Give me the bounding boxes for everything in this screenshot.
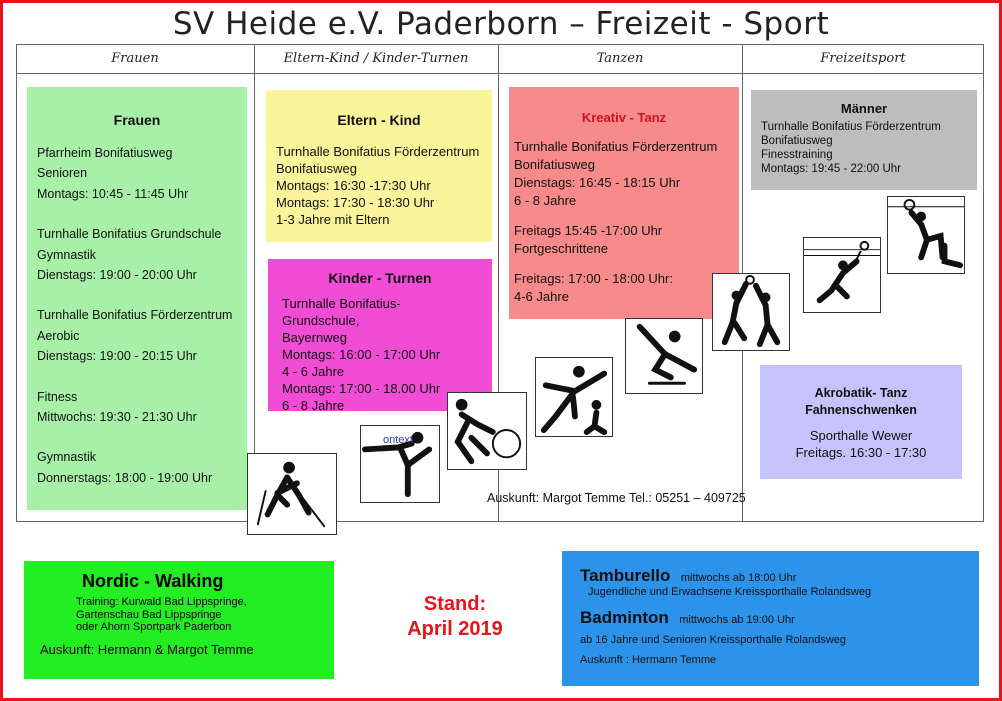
- kinder-line: Bayernweg: [282, 330, 348, 345]
- stand-value: April 2019: [407, 618, 503, 640]
- akrobatik-location: Sporthalle Wewer: [809, 428, 913, 443]
- eltern-kind-title: Eltern - Kind: [337, 112, 421, 128]
- eltern-line: Turnhalle Bonifatius Förderzentrum: [276, 144, 480, 159]
- gymnastics-icon: [625, 318, 703, 394]
- frauen-line: Aerobic: [37, 328, 80, 343]
- frauen-line: Turnhalle Bonifatius Grundschule: [37, 227, 222, 242]
- overlay-text: ontext: [383, 434, 413, 446]
- kreativ-line: Freitags 15:45 -17:00 Uhr: [514, 223, 663, 238]
- frauen-line: Mittwochs: 19:30 - 21:30 Uhr: [37, 410, 197, 425]
- kreativ-line: Freitags: 17:00 - 18:00 Uhr:: [514, 271, 673, 286]
- kinder-line: Turnhalle Bonifatius-Grundschule,: [282, 296, 401, 328]
- frauen-line: Donnerstags: 18:00 - 19:00 Uhr: [37, 470, 213, 485]
- kreativ-tanz-title: Kreativ - Tanz: [581, 110, 667, 125]
- nordic-line: Training: Kurwald Bad Lippspringe,: [76, 596, 247, 608]
- tamburello-title: Tamburello: [580, 566, 671, 585]
- maenner-box: [751, 90, 977, 190]
- frauen-box: [27, 87, 247, 510]
- maenner-line: Bonifatiusweg: [761, 135, 833, 147]
- header-eltern-kind: Eltern-Kind / Kinder-Turnen: [254, 44, 498, 74]
- header-freizeitsport: Freizeitsport: [742, 44, 984, 74]
- eltern-line: 1-3 Jahre mit Eltern: [276, 212, 390, 227]
- frauen-line: Gymnastik: [37, 247, 97, 262]
- dance-icon: [360, 425, 440, 503]
- eltern-line: Montags: 17:30 - 18:30 Uhr: [276, 195, 435, 210]
- frauen-line: Dienstags: 19:00 - 20:00 Uhr: [37, 268, 197, 283]
- eltern-kind-box: [266, 90, 492, 242]
- frauen-title: Frauen: [113, 112, 161, 128]
- nordic-line: oder Ahorn Sportpark Paderbon: [76, 621, 232, 633]
- nordic-auskunft: Auskunft: Hermann & Margot Temme: [40, 641, 254, 657]
- header-frauen: Frauen: [16, 44, 254, 74]
- kreativ-line: Fortgeschrittene: [514, 241, 608, 256]
- maenner-line: Finesstraining: [761, 149, 833, 161]
- frauen-line: Gymnastik: [37, 450, 97, 465]
- maenner-line: Montags: 19:45 - 22:00 Uhr: [761, 163, 901, 175]
- frauen-line: Fitness: [37, 389, 78, 404]
- frauen-line: Turnhalle Bonifatius Förderzentrum: [37, 308, 233, 323]
- nordic-walking-box: [24, 561, 334, 679]
- badminton-icon: [803, 237, 881, 313]
- tamburello-icon: [887, 196, 965, 274]
- kinder-line: 6 - 8 Jahre: [282, 398, 345, 413]
- page-title: SV Heide e.V. Paderborn – Freizeit - Sport: [172, 6, 830, 42]
- tamburello-time: mittwochs ab 18:00 Uhr: [680, 572, 797, 584]
- kreativ-line: 6 - 8 Jahre: [514, 193, 577, 208]
- maenner-line: Turnhalle Bonifatius Förderzentrum: [761, 121, 941, 133]
- frauen-line: Dienstags: 19:00 - 20:15 Uhr: [37, 349, 197, 364]
- column-divider: [254, 44, 255, 522]
- badminton-title: Badminton: [580, 608, 669, 627]
- frauen-line: Senioren: [37, 166, 88, 181]
- kinder-line: Montags: 17:00 - 18.00 Uhr: [282, 381, 441, 396]
- badminton-time: mittwochs ab 19:00 Uhr: [679, 614, 795, 626]
- tamburello-badminton-box: [562, 551, 979, 686]
- akrobatik-subtitle: Fahnenschwenken: [805, 403, 917, 417]
- acrobatics-icon: [535, 357, 613, 437]
- basketball-icon: [712, 273, 790, 351]
- nordic-walking-icon: [247, 453, 337, 535]
- akrobatik-box: [760, 365, 962, 479]
- stand-date: [370, 592, 540, 642]
- akrobatik-title: Akrobatik- Tanz: [814, 386, 908, 400]
- eltern-line: Bonifatiusweg: [276, 161, 357, 176]
- blue-auskunft: Auskunft : Hermann Temme: [580, 654, 717, 666]
- kinder-turnen-title: Kinder - Turnen: [328, 270, 432, 286]
- kreativ-line: Bonifatiusweg: [514, 157, 595, 172]
- badminton-desc: ab 16 Jahre und Senioren Kreissporthalle Rolandsweg: [580, 634, 847, 646]
- kreativ-line: Turnhalle Bonifatius Förderzentrum: [514, 139, 718, 154]
- frauen-line: Pfarrheim Bonifatiusweg: [37, 146, 173, 160]
- tamburello-desc: Jugendliche und Erwachsene Kreissporthalle Rolandsweg: [588, 586, 872, 598]
- kreativ-tanz-box: [509, 87, 739, 319]
- ball-gymnastics-icon: [447, 392, 527, 470]
- header-tanzen: Tanzen: [498, 44, 742, 74]
- frauen-line: Montags: 10:45 - 11:45 Uhr: [37, 186, 189, 201]
- eltern-line: Montags: 16:30 -17:30 Uhr: [276, 178, 431, 193]
- kinder-line: 4 - 6 Jahre: [282, 364, 345, 379]
- stand-label: Stand:: [423, 593, 487, 615]
- kreativ-line: Dienstags: 16:45 - 18:15 Uhr: [514, 175, 681, 190]
- maenner-title: Männer: [840, 101, 888, 116]
- kinder-line: Montags: 16:00 - 17:00 Uhr: [282, 347, 441, 362]
- kinder-turnen-box: [268, 259, 492, 411]
- nordic-line: Gartenschau Bad Lippspringe: [76, 608, 222, 621]
- auskunft-contact: Auskunft: Margot Temme Tel.: 05251 – 409725: [487, 491, 746, 505]
- akrobatik-time: Freitags. 16:30 - 17:30: [795, 445, 927, 460]
- kreativ-line: 4-6 Jahre: [514, 289, 569, 304]
- nordic-walking-title: Nordic - Walking: [82, 571, 224, 591]
